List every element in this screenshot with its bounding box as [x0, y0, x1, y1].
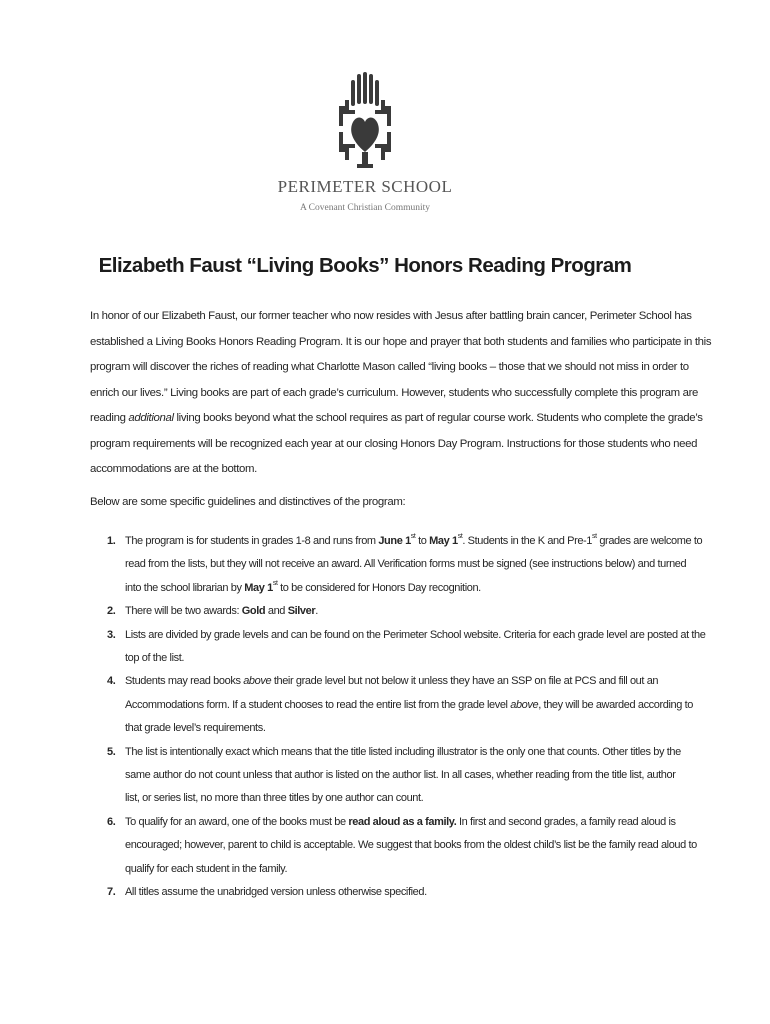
guideline-bold-text: read aloud as a family. — [348, 815, 457, 828]
intro-line — [90, 406, 703, 432]
guideline-text: to — [415, 535, 430, 547]
guideline-text: their grade level but not below it unless they have an SSP on file at PCS and fill out an — [271, 675, 659, 688]
guideline-superscript: st — [272, 580, 278, 588]
guideline-bold-text: May 1 — [429, 535, 458, 547]
guideline-text: Students may read books — [125, 675, 244, 688]
guideline-line: top of the list. — [125, 652, 185, 665]
guideline-line — [125, 577, 667, 600]
guideline-line: same author do not count unless that author is listed on the author list. In all cases, whether reading from the title list, author — [125, 769, 676, 782]
guideline-line: Lists are divided by grade levels and can be found on the Perimeter School website. Criteria for each grade level are posted at the — [125, 628, 706, 641]
guideline-number: 6. — [107, 815, 116, 828]
guideline-text: . — [315, 605, 318, 618]
guideline-bold-text: Silver — [287, 605, 316, 618]
guideline-text: , they will be awarded according to — [538, 698, 693, 711]
guideline-number: 3. — [107, 628, 116, 641]
school-name: PERIMETER SCHOOL — [277, 177, 453, 196]
guideline-item — [107, 811, 697, 881]
intro-text: reading — [90, 412, 129, 424]
guideline-line: read from the lists, but they will not receive an award. All Verification forms must be signed (see instructions below) and turned — [125, 558, 687, 571]
guideline-number: 1. — [107, 535, 116, 547]
guideline-line — [125, 670, 667, 693]
guidelines-list — [107, 530, 706, 905]
guideline-bold-text: June 1 — [378, 535, 411, 547]
guideline-item — [107, 624, 706, 671]
guideline-item — [107, 741, 681, 811]
guideline-text: Accommodations form. If a student chooses to read the entire list from the grade level — [125, 698, 511, 711]
guideline-line: qualify for each student in the family. — [125, 862, 288, 875]
guideline-superscript: st — [457, 533, 463, 541]
guideline-emphasis: above — [510, 698, 539, 711]
intro-line: accommodations are at the bottom. — [90, 463, 257, 475]
guideline-text: and — [265, 605, 288, 618]
guideline-superscript: st — [410, 533, 416, 541]
guideline-line: The list is intentionally exact which means that the title listed including illustrator is the only one that counts. Other titles by the — [125, 745, 681, 758]
intro-line: established a Living Books Honors Reading Program. It is our hope and prayer that both students and families who participate in this — [90, 335, 712, 348]
guideline-bold-text: Gold — [241, 605, 266, 618]
intro-line: program requirements will be recognized each year at our closing Honors Day Program. Instructions for those students who need — [90, 437, 698, 450]
intro-text: living books beyond what the school requires as part of regular course work. Students who complete the grade’s — [173, 412, 703, 424]
guideline-superscript: st — [592, 533, 597, 541]
guideline-line — [125, 600, 667, 623]
school-tagline: A Covenant Christian Community — [299, 203, 431, 213]
guideline-number: 4. — [107, 675, 116, 688]
guideline-text: to be considered for Honors Day recognition. — [277, 581, 481, 594]
guideline-item — [107, 600, 667, 623]
guideline-line: encouraged; however, parent to child is acceptable. We suggest that books from the oldest child’s list be the family read aloud to — [125, 839, 697, 852]
guideline-text: into the school librarian by — [125, 581, 245, 594]
guideline-text: grades are welcome to — [596, 535, 703, 547]
guideline-number: 2. — [107, 605, 116, 618]
guideline-number: 5. — [107, 745, 116, 758]
guideline-line — [125, 811, 676, 834]
guideline-line: that grade level’s requirements. — [125, 722, 266, 735]
guideline-line — [125, 694, 693, 717]
guideline-text: The program is for students in grades 1-8 and runs from — [125, 535, 379, 547]
guideline-line — [125, 530, 703, 553]
guideline-item — [107, 530, 703, 600]
guideline-number: 7. — [107, 886, 116, 899]
intro-line: program will discover the riches of reading what Charlotte Mason called “living books – those that we should not miss in order to — [90, 361, 689, 373]
guideline-bold-text: May 1 — [244, 581, 273, 594]
guideline-text: There will be two awards: — [125, 605, 242, 618]
guideline-text: To qualify for an award, one of the books must be — [125, 815, 349, 828]
guideline-line: list, or series list, no more than three titles by one author can count. — [125, 792, 424, 805]
guideline-line: All titles assume the unabridged version unless otherwise specified. — [125, 886, 427, 899]
guideline-text: In first and second grades, a family read aloud is — [456, 815, 676, 828]
document-title: Elizabeth Faust “Living Books” Honors Reading Program — [98, 254, 632, 277]
intro-line: In honor of our Elizabeth Faust, our former teacher who now resides with Jesus after battling brain cancer, Perimeter School has — [90, 310, 692, 322]
intro-emphasis: additional — [128, 412, 174, 424]
school-logo-icon — [335, 70, 395, 170]
intro-paragraph — [90, 304, 712, 483]
guideline-item — [107, 670, 693, 740]
guideline-text: . Students in the K and Pre-1 — [462, 535, 593, 547]
guideline-item — [107, 881, 667, 904]
guideline-emphasis: above — [243, 675, 272, 688]
intro-line: enrich our lives.” Living books are part of each grade’s curriculum. However, students who successfully complete this program are — [90, 386, 699, 399]
guidelines-intro: Below are some specific guidelines and distinctives of the program: — [90, 496, 406, 508]
